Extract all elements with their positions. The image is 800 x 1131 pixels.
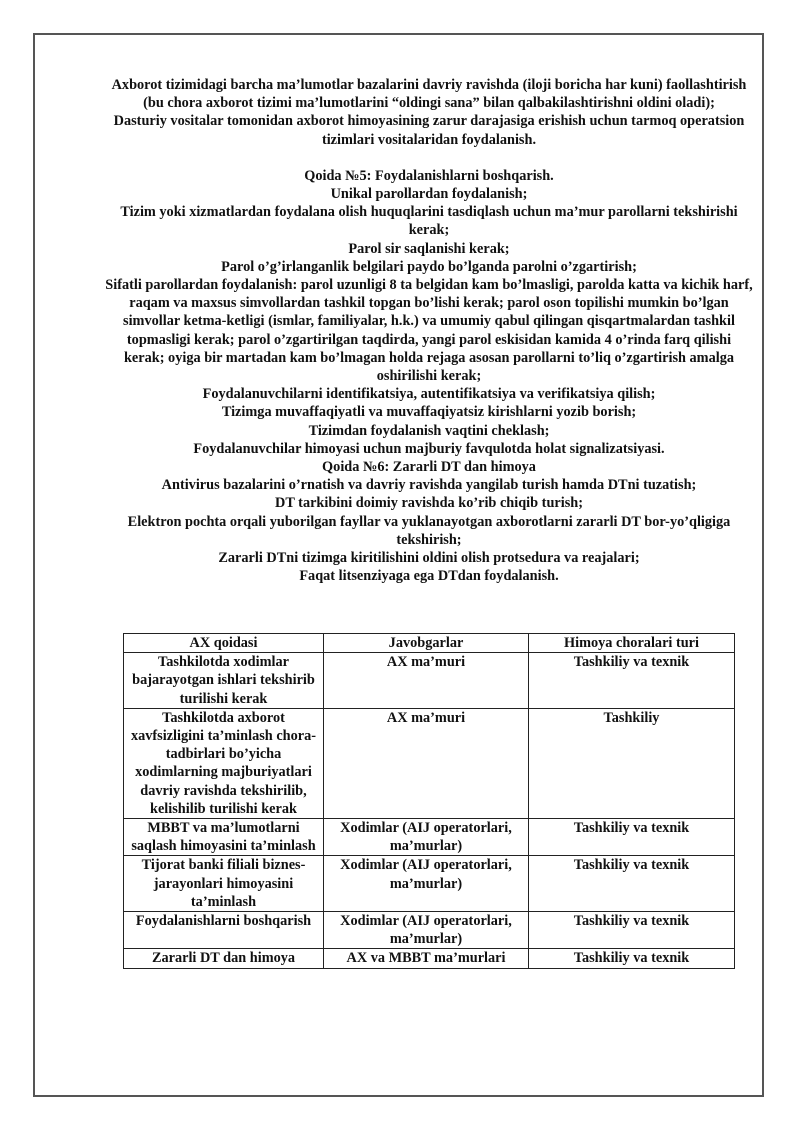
paragraph: Dasturiy vositalar tomonidan axborot himoyasining zarur darajasiga erishish uchun tarmoq operatsion tizimlari vositalaridan foydalanish. [113, 113, 745, 148]
table-cell: Tashkilotda xodimlar bajarayotgan ishlari tekshirib turilishi kerak [124, 653, 324, 709]
document-body [105, 76, 753, 585]
rules-section [105, 167, 753, 586]
paragraph: Unikal parollardan foydalanish; [330, 186, 528, 203]
table-cell: Zararli DT dan himoya [124, 949, 324, 968]
rule-heading: Qoida №6: Zararli DT dan himoya [322, 459, 536, 476]
table-cell: Tashkilotda axborot xavfsizligini ta’minlash chora-tadbirlari bo’yicha xodimlarning majburiyatlari davriy ravishda tekshirilib, kelishilib turilishi kerak [124, 708, 324, 818]
table-row [124, 708, 735, 818]
table-cell: Xodimlar (AIJ operatorlari, ma’murlar) [324, 912, 529, 949]
paragraph: Zararli DTni tizimga kiritilishini oldini olish protsedura va reajalari; [218, 550, 640, 567]
rule-heading: Qoida №5: Foydalanishlarni boshqarish. [304, 167, 554, 184]
table-cell: Tashkiliy va texnik [529, 653, 735, 709]
table-cell: AX va MBBT ma’murlari [324, 949, 529, 968]
table-cell: Foydalanishlarni boshqarish [124, 912, 324, 949]
paragraph: Sifatli parollardan foydalanish: parol uzunligi 8 ta belgidan kam bo’lmasligi, parolda katta va kichik harf, raqam va maxsus simvollardan tashkil topgan bo’lishi kerak; parol oson topilishi mumkin bo’lgan simvollar ketma-ketligi (ismlar, familiyalar, h.k.) va umumiy qabul qilingan qisqartmalardan tashkil topmasligi kerak; parol o’zgartirilgan taqdirda, yangi parol eskisidan kamida 4 o’rinda farq qilishi kerak; oyiga bir martadan kam bo’lmagan holda rejaga asosan parollarni to’liq o’zgartirish amalga oshirilishi kerak; [105, 277, 753, 385]
table-cell: Xodimlar (AIJ operatorlari, ma’murlar) [324, 819, 529, 856]
paragraph: Tizimdan foydalanish vaqtini cheklash; [308, 422, 550, 439]
table-row [124, 912, 735, 949]
paragraph: Antivirus bazalarini o’rnatish va davriy ravishda yangilab turish hamda DTni tuzatish; [161, 477, 697, 494]
table-cell: AX ma’muri [324, 708, 529, 818]
table-row [124, 819, 735, 856]
rules-table [123, 633, 735, 969]
column-header: Javobgarlar [324, 634, 529, 653]
paragraph: Tizim yoki xizmatlardan foydalana olish huquqlarini tasdiqlash uchun ma’mur parollarni tekshirishi kerak; [120, 204, 738, 239]
table-cell: Tashkiliy va texnik [529, 856, 735, 912]
paragraph: Elektron pochta orqali yuborilgan fayllar va yuklanayotgan axborotlarni zararli DT bor-yo’qligiga tekshirish; [127, 513, 731, 548]
column-header: Himoya choralari turi [529, 634, 735, 653]
table-cell: Tashkiliy [529, 708, 735, 818]
table-header-row [124, 634, 735, 653]
table-row [124, 949, 735, 968]
table-cell: AX ma’muri [324, 653, 529, 709]
column-header: AX qoidasi [124, 634, 324, 653]
table-cell: Xodimlar (AIJ operatorlari, ma’murlar) [324, 856, 529, 912]
paragraph: DT tarkibini doimiy ravishda ko’rib chiqib turish; [275, 495, 583, 512]
intro-section [105, 76, 753, 149]
paragraph: Foydalanuvchilar himoyasi uchun majburiy favqulotda holat signalizatsiyasi. [193, 440, 665, 457]
spacer [105, 149, 753, 167]
table-cell: MBBT va ma’lumotlarni saqlash himoyasini ta’minlash [124, 819, 324, 856]
paragraph: Axborot tizimidagi barcha ma’lumotlar bazalarini davriy ravishda (iloji boricha har kuni) faollashtirish (bu chora axborot tizimi ma’lumotlarini “oldingi sana” bilan qalbakilashtirishni oldini oladi); [111, 77, 747, 112]
table-row [124, 856, 735, 912]
table-cell: Tijorat banki filiali biznes-jarayonlari himoyasini ta’minlash [124, 856, 324, 912]
table-row [124, 653, 735, 709]
table-cell: Tashkiliy va texnik [529, 912, 735, 949]
paragraph: Tizimga muvaffaqiyatli va muvaffaqiyatsiz kirishlarni yozib borish; [221, 404, 637, 421]
paragraph: Faqat litsenziyaga ega DTdan foydalanish. [299, 568, 559, 585]
paragraph: Foydalanuvchilarni identifikatsiya, autentifikatsiya va verifikatsiya qilish; [202, 386, 656, 403]
table-cell: Tashkiliy va texnik [529, 949, 735, 968]
paragraph: Parol sir saqlanishi kerak; [348, 240, 510, 257]
paragraph: Parol o’g’irlanganlik belgilari paydo bo’lganda parolni o’zgartirish; [221, 258, 637, 275]
table-cell: Tashkiliy va texnik [529, 819, 735, 856]
